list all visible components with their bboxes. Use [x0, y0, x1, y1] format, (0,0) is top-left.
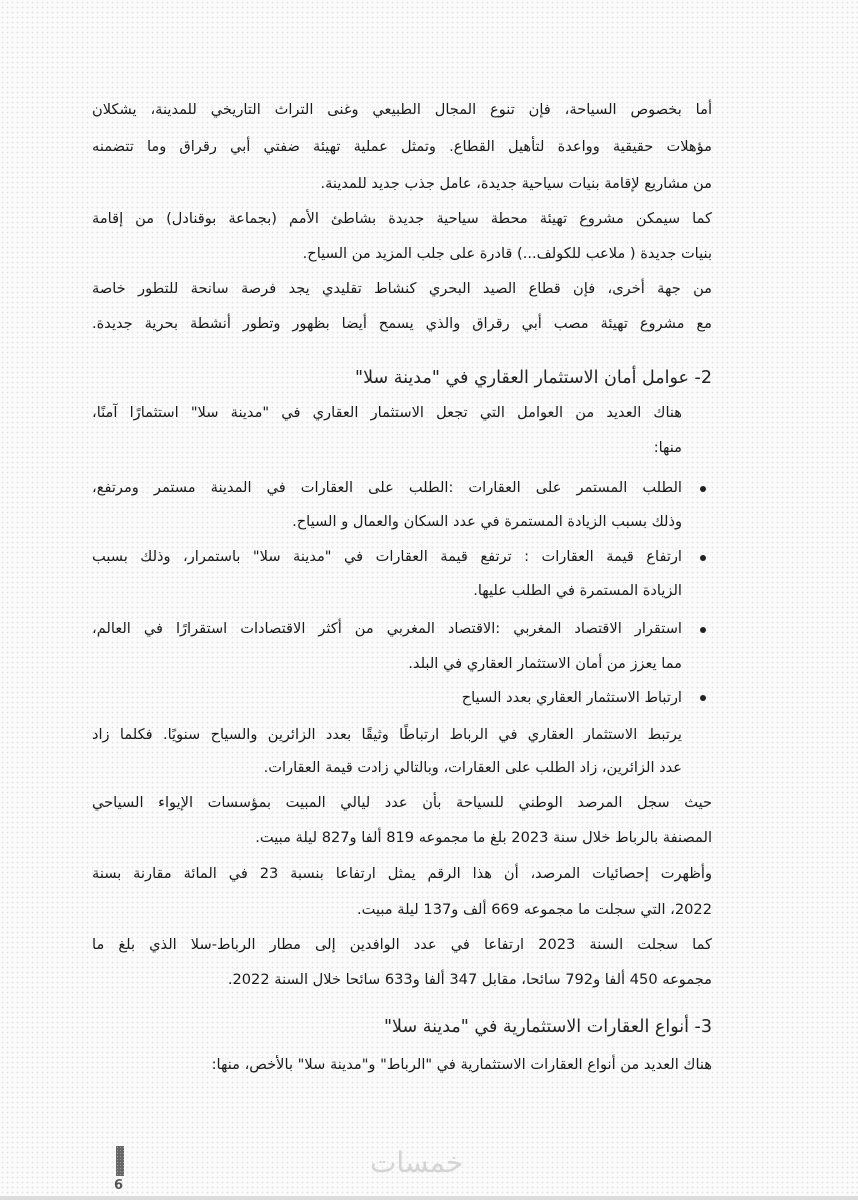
bullet-icon [700, 695, 706, 701]
paragraph-line: هناك العديد من أنواع العقارات الاستثمارية في "الرباط" و"مدينة سلا" بالأخص، منها: [211, 1056, 712, 1073]
paragraph-line: هناك العديد من العوامل التي تجعل الاستثمار العقاري في "مدينة سلا" استثمارًا آمنًا، [92, 404, 682, 421]
section-heading-2: 2- عوامل أمان الاستثمار العقاري في "مدينة سلا" [355, 368, 712, 388]
watermark-logo: خمسات [370, 1146, 464, 1179]
page-bottom-edge [0, 1196, 858, 1200]
paragraph-line: منها: [653, 439, 682, 456]
bullet-item-line: مما يعزز من أمان الاستثمار العقاري في البلد. [408, 655, 682, 672]
bullet-item-line: وذلك بسبب الزيادة المستمرة في عدد السكان والعمال و السياح. [292, 513, 682, 530]
bullet-item-line: الزيادة المستمرة في الطلب عليها. [473, 582, 682, 599]
section-heading-3: 3- أنواع العقارات الاستثمارية في "مدينة سلا" [384, 1017, 712, 1037]
bullet-item-line: ارتباط الاستثمار العقاري بعدد السياح [461, 689, 682, 706]
page-number: 6 [114, 1178, 124, 1193]
paragraph-line: مع مشروع تهيئة مصب أبي رقراق والذي يسمح أيضا بظهور وتطور أنشطة بحرية جديدة. [92, 315, 712, 332]
bullet-item-line: ارتفاع قيمة العقارات : ترتفع قيمة العقارات في "مدينة سلا" باستمرار، وذلك بسبب [92, 548, 682, 565]
bullet-icon [700, 627, 706, 633]
paragraph-line: يرتبط الاستثمار العقاري في الرباط ارتباطًا وثيقًا بعدد الزائرين والسياح سنويًا. فكلما زاد [92, 726, 682, 743]
paragraph-line: حيث سجل المرصد الوطني للسياحة بأن عدد ليالي المبيت بمؤسسات الإيواء السياحي [92, 794, 712, 811]
paragraph-line: من جهة أخرى، فإن قطاع الصيد البحري كنشاط تقليدي يجد فرصة سانحة للتطور خاصة [92, 280, 712, 297]
paragraph-line: من مشاريع لإقامة بنيات سياحية جديدة، عامل جذب جديد للمدينة. [320, 175, 712, 192]
bullet-item-line: الطلب المستمر على العقارات :الطلب على العقارات في المدينة مستمر ومرتفع، [92, 479, 682, 496]
paragraph-line: أما بخصوص السياحة، فإن تنوع المجال الطبيعي وغنى التراث التاريخي للمدينة، يشكلان [92, 101, 712, 118]
bullet-item-line: استقرار الاقتصاد المغربي :الاقتصاد المغربي من أكثر الاقتصادات استقرارًا في العالم، [92, 620, 682, 637]
paragraph-line: مؤهلات حقيقية وواعدة لتأهيل القطاع. وتمثل عملية تهيئة ضفتي أبي رقراق وما تتضمنه [92, 138, 712, 155]
paragraph-line: 2022، التي سجلت ما مجموعه 669 ألف و137 ليلة مبيت. [357, 901, 712, 918]
paragraph-line: مجموعه 450 ألفا و792 سائحا، مقابل 347 ألفا و633 سائحا خلال السنة 2022. [227, 971, 712, 988]
bullet-icon [700, 486, 706, 492]
paragraph-line: بنيات جديدة ( ملاعب للكولف...) قادرة على جلب المزيد من السياح. [302, 245, 712, 262]
paragraph-line: كما سيمكن مشروع تهيئة محطة سياحية جديدة بشاطئ الأمم (بجماعة بوقنادل) من إقامة [92, 210, 712, 227]
paragraph-line: كما سجلت السنة 2023 ارتفاعا في عدد الوافدين إلى مطار الرباط-سلا الذي بلغ ما [92, 936, 712, 953]
bullet-icon [700, 555, 706, 561]
paragraph-line: وأظهرت إحصائيات المرصد، أن هذا الرقم يمثل ارتفاعا بنسبة 23 في المائة مقارنة بسنة [92, 865, 712, 882]
paragraph-line: عدد الزائرين، زاد الطلب على العقارات، وبالتالي زادت قيمة العقارات. [263, 759, 682, 776]
page-number-bar [116, 1146, 124, 1176]
paragraph-line: المصنفة بالرباط خلال سنة 2023 بلغ ما مجموعه 819 ألفا و827 ليلة مبيت. [255, 829, 712, 846]
